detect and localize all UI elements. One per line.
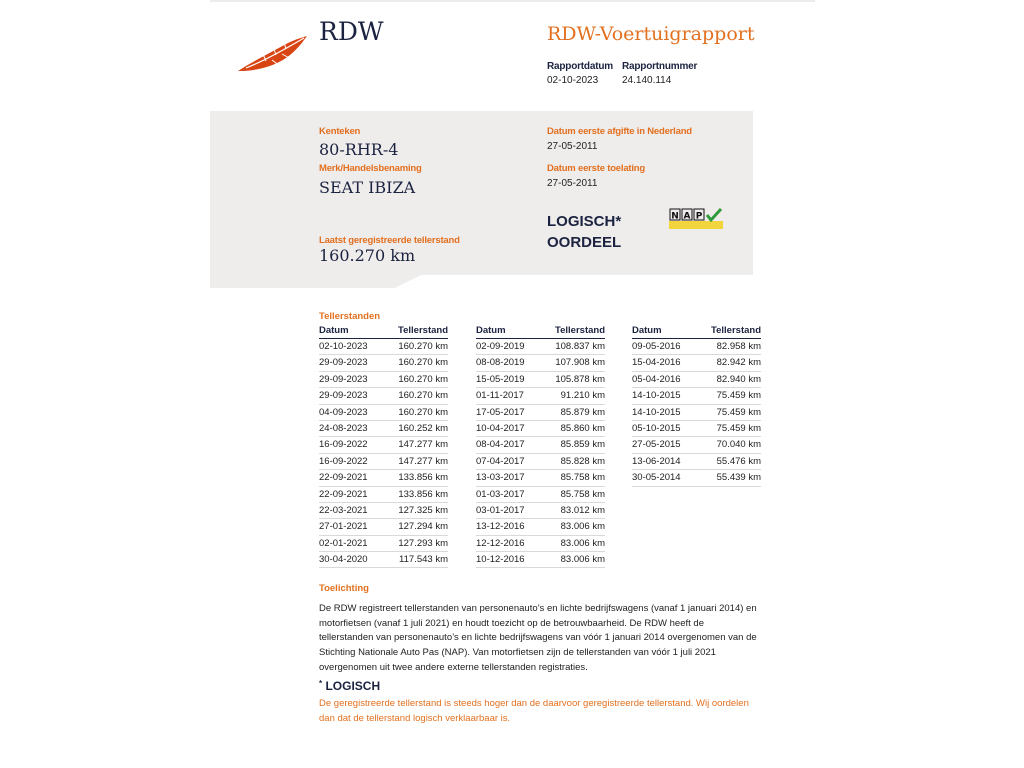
brand-name: RDW bbox=[319, 17, 384, 46]
explanation-text: De RDW registreert tellerstanden van personenauto’s en lichte bedrijfswagens (vanaf 1 januari 2014) en motorfietsen (vanaf 1 juli 2021) en houdt toezicht op de betrouwbaarheid. De RDW heeft de tellerstanden van personenauto’s en lichte bedrijfswagens van vóór 1 januari 2014 overgenomen van de Stichting Nationale Auto Pas (NAP). Van motorfietsen zijn de tellerstanden van vóór 1 juli 2021 overgenomen uit twee andere externe tellerstanden registraties. bbox=[319, 603, 757, 673]
table-row bbox=[476, 355, 605, 371]
reading-value: 147.277 km bbox=[398, 455, 448, 467]
reading-value: 107.908 km bbox=[555, 357, 605, 369]
header-date: Datum bbox=[632, 325, 662, 336]
rdw-feather-logo-icon bbox=[236, 33, 308, 73]
reading-date: 14-10-2015 bbox=[632, 390, 681, 402]
header-value: Tellerstand bbox=[555, 325, 605, 336]
table-row bbox=[319, 372, 448, 388]
svg-text:A: A bbox=[683, 211, 691, 222]
first-issue-value: 27-05-2011 bbox=[547, 141, 598, 152]
reading-value: 91.210 km bbox=[560, 390, 605, 402]
reading-value: 85.859 km bbox=[560, 439, 605, 451]
table-row bbox=[476, 339, 605, 355]
table-row bbox=[476, 470, 605, 486]
reading-date: 04-09-2023 bbox=[319, 406, 368, 418]
footnote-heading bbox=[319, 679, 380, 693]
reading-date: 02-09-2019 bbox=[476, 341, 525, 352]
reading-date: 13-03-2017 bbox=[476, 472, 525, 484]
reading-value: 70.040 km bbox=[716, 439, 761, 451]
make-label: Merk/Handelsbenaming bbox=[319, 163, 422, 174]
footnote-text: De geregistreerde tellerstand is steeds hoger dan de daarvoor geregistreerde tellerstand. Wij oordelen dan dat de tellerstand logisch verklaarbaar is. bbox=[319, 698, 749, 724]
reading-date: 12-12-2016 bbox=[476, 537, 525, 549]
verdict-line-1: LOGISCH* bbox=[547, 213, 622, 230]
reading-date: 30-05-2014 bbox=[632, 472, 681, 484]
table-row bbox=[319, 470, 448, 486]
plate-value: 80-RHR-4 bbox=[319, 140, 399, 159]
reading-date: 24-08-2023 bbox=[319, 422, 368, 434]
table-row bbox=[632, 437, 761, 453]
reading-date: 22-03-2021 bbox=[319, 504, 368, 516]
table-row bbox=[476, 487, 605, 503]
reading-date: 10-04-2017 bbox=[476, 422, 525, 434]
reading-date: 10-12-2016 bbox=[476, 554, 525, 566]
reading-date: 05-04-2016 bbox=[632, 373, 681, 385]
reading-date: 22-09-2021 bbox=[319, 472, 368, 484]
verdict-line-2: OORDEEL bbox=[547, 234, 622, 251]
table-row bbox=[319, 339, 448, 355]
reading-date: 17-05-2017 bbox=[476, 406, 525, 418]
reading-value: 160.270 km bbox=[398, 341, 448, 352]
table-row bbox=[476, 437, 605, 453]
table-row bbox=[632, 405, 761, 421]
table-row bbox=[476, 421, 605, 437]
first-admission-label: Datum eerste toelating bbox=[547, 163, 646, 174]
reading-date: 15-05-2019 bbox=[476, 373, 525, 385]
first-admission-value: 27-05-2011 bbox=[547, 178, 598, 189]
table-row bbox=[632, 355, 761, 371]
table-row bbox=[476, 405, 605, 421]
table-row bbox=[476, 536, 605, 552]
table-header bbox=[319, 325, 448, 339]
reading-date: 15-04-2016 bbox=[632, 357, 681, 369]
table-header bbox=[476, 325, 605, 339]
table-row bbox=[319, 536, 448, 552]
reading-value: 160.270 km bbox=[398, 390, 448, 402]
footnote-title: LOGISCH bbox=[325, 679, 381, 693]
reading-date: 13-12-2016 bbox=[476, 521, 525, 533]
odometer-label: Laatst geregistreerde tellerstand bbox=[319, 235, 460, 246]
reading-date: 01-03-2017 bbox=[476, 488, 525, 500]
report-number-block bbox=[622, 61, 697, 86]
reading-value: 85.828 km bbox=[560, 455, 605, 467]
reading-value: 160.270 km bbox=[398, 406, 448, 418]
reading-date: 05-10-2015 bbox=[632, 422, 681, 434]
report-date-value: 02-10-2023 bbox=[547, 75, 599, 86]
vehicle-summary-panel bbox=[210, 111, 753, 288]
report-title: RDW-Voertuigrapport bbox=[547, 23, 755, 45]
reading-date: 16-09-2022 bbox=[319, 439, 368, 451]
table-row bbox=[476, 503, 605, 519]
nap-logo-icon bbox=[669, 208, 723, 229]
reading-value: 108.837 km bbox=[555, 341, 605, 352]
reading-date: 29-09-2023 bbox=[319, 390, 368, 402]
reading-date: 27-05-2015 bbox=[632, 439, 681, 451]
reading-date: 30-04-2020 bbox=[319, 554, 368, 566]
reading-value: 127.325 km bbox=[398, 504, 448, 516]
reading-value: 75.459 km bbox=[716, 422, 761, 434]
reading-date: 08-04-2017 bbox=[476, 439, 525, 451]
reading-date: 22-09-2021 bbox=[319, 488, 368, 500]
report-date-block bbox=[547, 61, 613, 86]
table-row bbox=[319, 503, 448, 519]
table-row bbox=[319, 355, 448, 371]
table-row bbox=[319, 405, 448, 421]
reading-value: 82.958 km bbox=[716, 341, 761, 352]
header-value: Tellerstand bbox=[711, 325, 761, 336]
table-row bbox=[632, 339, 761, 355]
reading-date: 08-08-2019 bbox=[476, 357, 525, 369]
reading-date: 29-09-2023 bbox=[319, 373, 368, 385]
table-row bbox=[476, 388, 605, 404]
header-date: Datum bbox=[319, 325, 349, 336]
plate-label: Kenteken bbox=[319, 126, 361, 137]
table-row bbox=[319, 487, 448, 503]
reading-value: 133.856 km bbox=[398, 488, 448, 500]
table-row bbox=[632, 388, 761, 404]
reading-date: 07-04-2017 bbox=[476, 455, 525, 467]
report-date-label: Rapportdatum bbox=[547, 61, 613, 72]
reading-date: 09-05-2016 bbox=[632, 341, 681, 352]
reading-date: 01-11-2017 bbox=[476, 390, 524, 402]
verdict bbox=[547, 211, 621, 253]
reading-value: 55.476 km bbox=[716, 455, 761, 467]
reading-date: 14-10-2015 bbox=[632, 406, 681, 418]
table-row bbox=[319, 552, 448, 568]
reading-value: 75.459 km bbox=[716, 406, 761, 418]
svg-text:P: P bbox=[695, 211, 703, 222]
reading-value: 105.878 km bbox=[555, 373, 605, 385]
table-row bbox=[632, 454, 761, 470]
reading-value: 117.543 km bbox=[399, 554, 448, 566]
header-value: Tellerstand bbox=[398, 325, 448, 336]
readings-table-3 bbox=[632, 325, 761, 487]
reading-value: 160.252 km bbox=[398, 422, 448, 434]
table-row bbox=[476, 519, 605, 535]
reading-value: 85.758 km bbox=[560, 472, 605, 484]
table-row bbox=[632, 421, 761, 437]
reading-value: 83.006 km bbox=[560, 554, 605, 566]
reading-value: 83.006 km bbox=[560, 521, 605, 533]
first-issue-label: Datum eerste afgifte in Nederland bbox=[547, 126, 692, 137]
reading-date: 27-01-2021 bbox=[319, 521, 368, 533]
table-row bbox=[319, 519, 448, 535]
reading-value: 85.879 km bbox=[560, 406, 605, 418]
explanation-title: Toelichting bbox=[319, 583, 369, 594]
table-row bbox=[476, 454, 605, 470]
reading-value: 160.270 km bbox=[398, 357, 448, 369]
table-row bbox=[476, 552, 605, 568]
header-date: Datum bbox=[476, 325, 506, 336]
report-number-label: Rapportnummer bbox=[622, 61, 698, 72]
table-row bbox=[319, 437, 448, 453]
reading-date: 13-06-2014 bbox=[632, 455, 681, 467]
reading-value: 82.942 km bbox=[716, 357, 761, 369]
reading-value: 55.439 km bbox=[716, 472, 761, 484]
readings-title: Tellerstanden bbox=[319, 311, 381, 322]
reading-value: 85.758 km bbox=[560, 488, 605, 500]
footnote-marker: * bbox=[319, 679, 323, 688]
reading-date: 02-01-2021 bbox=[319, 537, 368, 549]
readings-table-2 bbox=[476, 325, 605, 568]
svg-text:N: N bbox=[671, 211, 679, 222]
table-row bbox=[476, 372, 605, 388]
reading-value: 83.006 km bbox=[560, 537, 605, 549]
reading-value: 127.293 km bbox=[398, 537, 448, 549]
reading-date: 02-10-2023 bbox=[319, 341, 368, 352]
table-row bbox=[319, 421, 448, 437]
table-header bbox=[632, 325, 761, 339]
report-number-value: 24.140.114 bbox=[622, 75, 672, 86]
reading-date: 29-09-2023 bbox=[319, 357, 368, 369]
reading-value: 75.459 km bbox=[716, 390, 761, 402]
reading-date: 03-01-2017 bbox=[476, 504, 525, 516]
reading-value: 85.860 km bbox=[560, 422, 605, 434]
readings-table-1 bbox=[319, 325, 448, 568]
table-row bbox=[319, 388, 448, 404]
table-row bbox=[632, 372, 761, 388]
table-row bbox=[319, 454, 448, 470]
table-row bbox=[632, 470, 761, 486]
reading-value: 127.294 km bbox=[398, 521, 448, 533]
top-rule bbox=[210, 0, 815, 2]
reading-value: 147.277 km bbox=[398, 439, 448, 451]
reading-value: 82.940 km bbox=[716, 373, 761, 385]
reading-value: 83.012 km bbox=[560, 504, 605, 516]
reading-date: 16-09-2022 bbox=[319, 455, 368, 467]
reading-value: 133.856 km bbox=[398, 472, 448, 484]
reading-value: 160.270 km bbox=[398, 373, 448, 385]
odometer-value: 160.270 km bbox=[319, 246, 416, 265]
make-value: SEAT IBIZA bbox=[319, 178, 416, 197]
